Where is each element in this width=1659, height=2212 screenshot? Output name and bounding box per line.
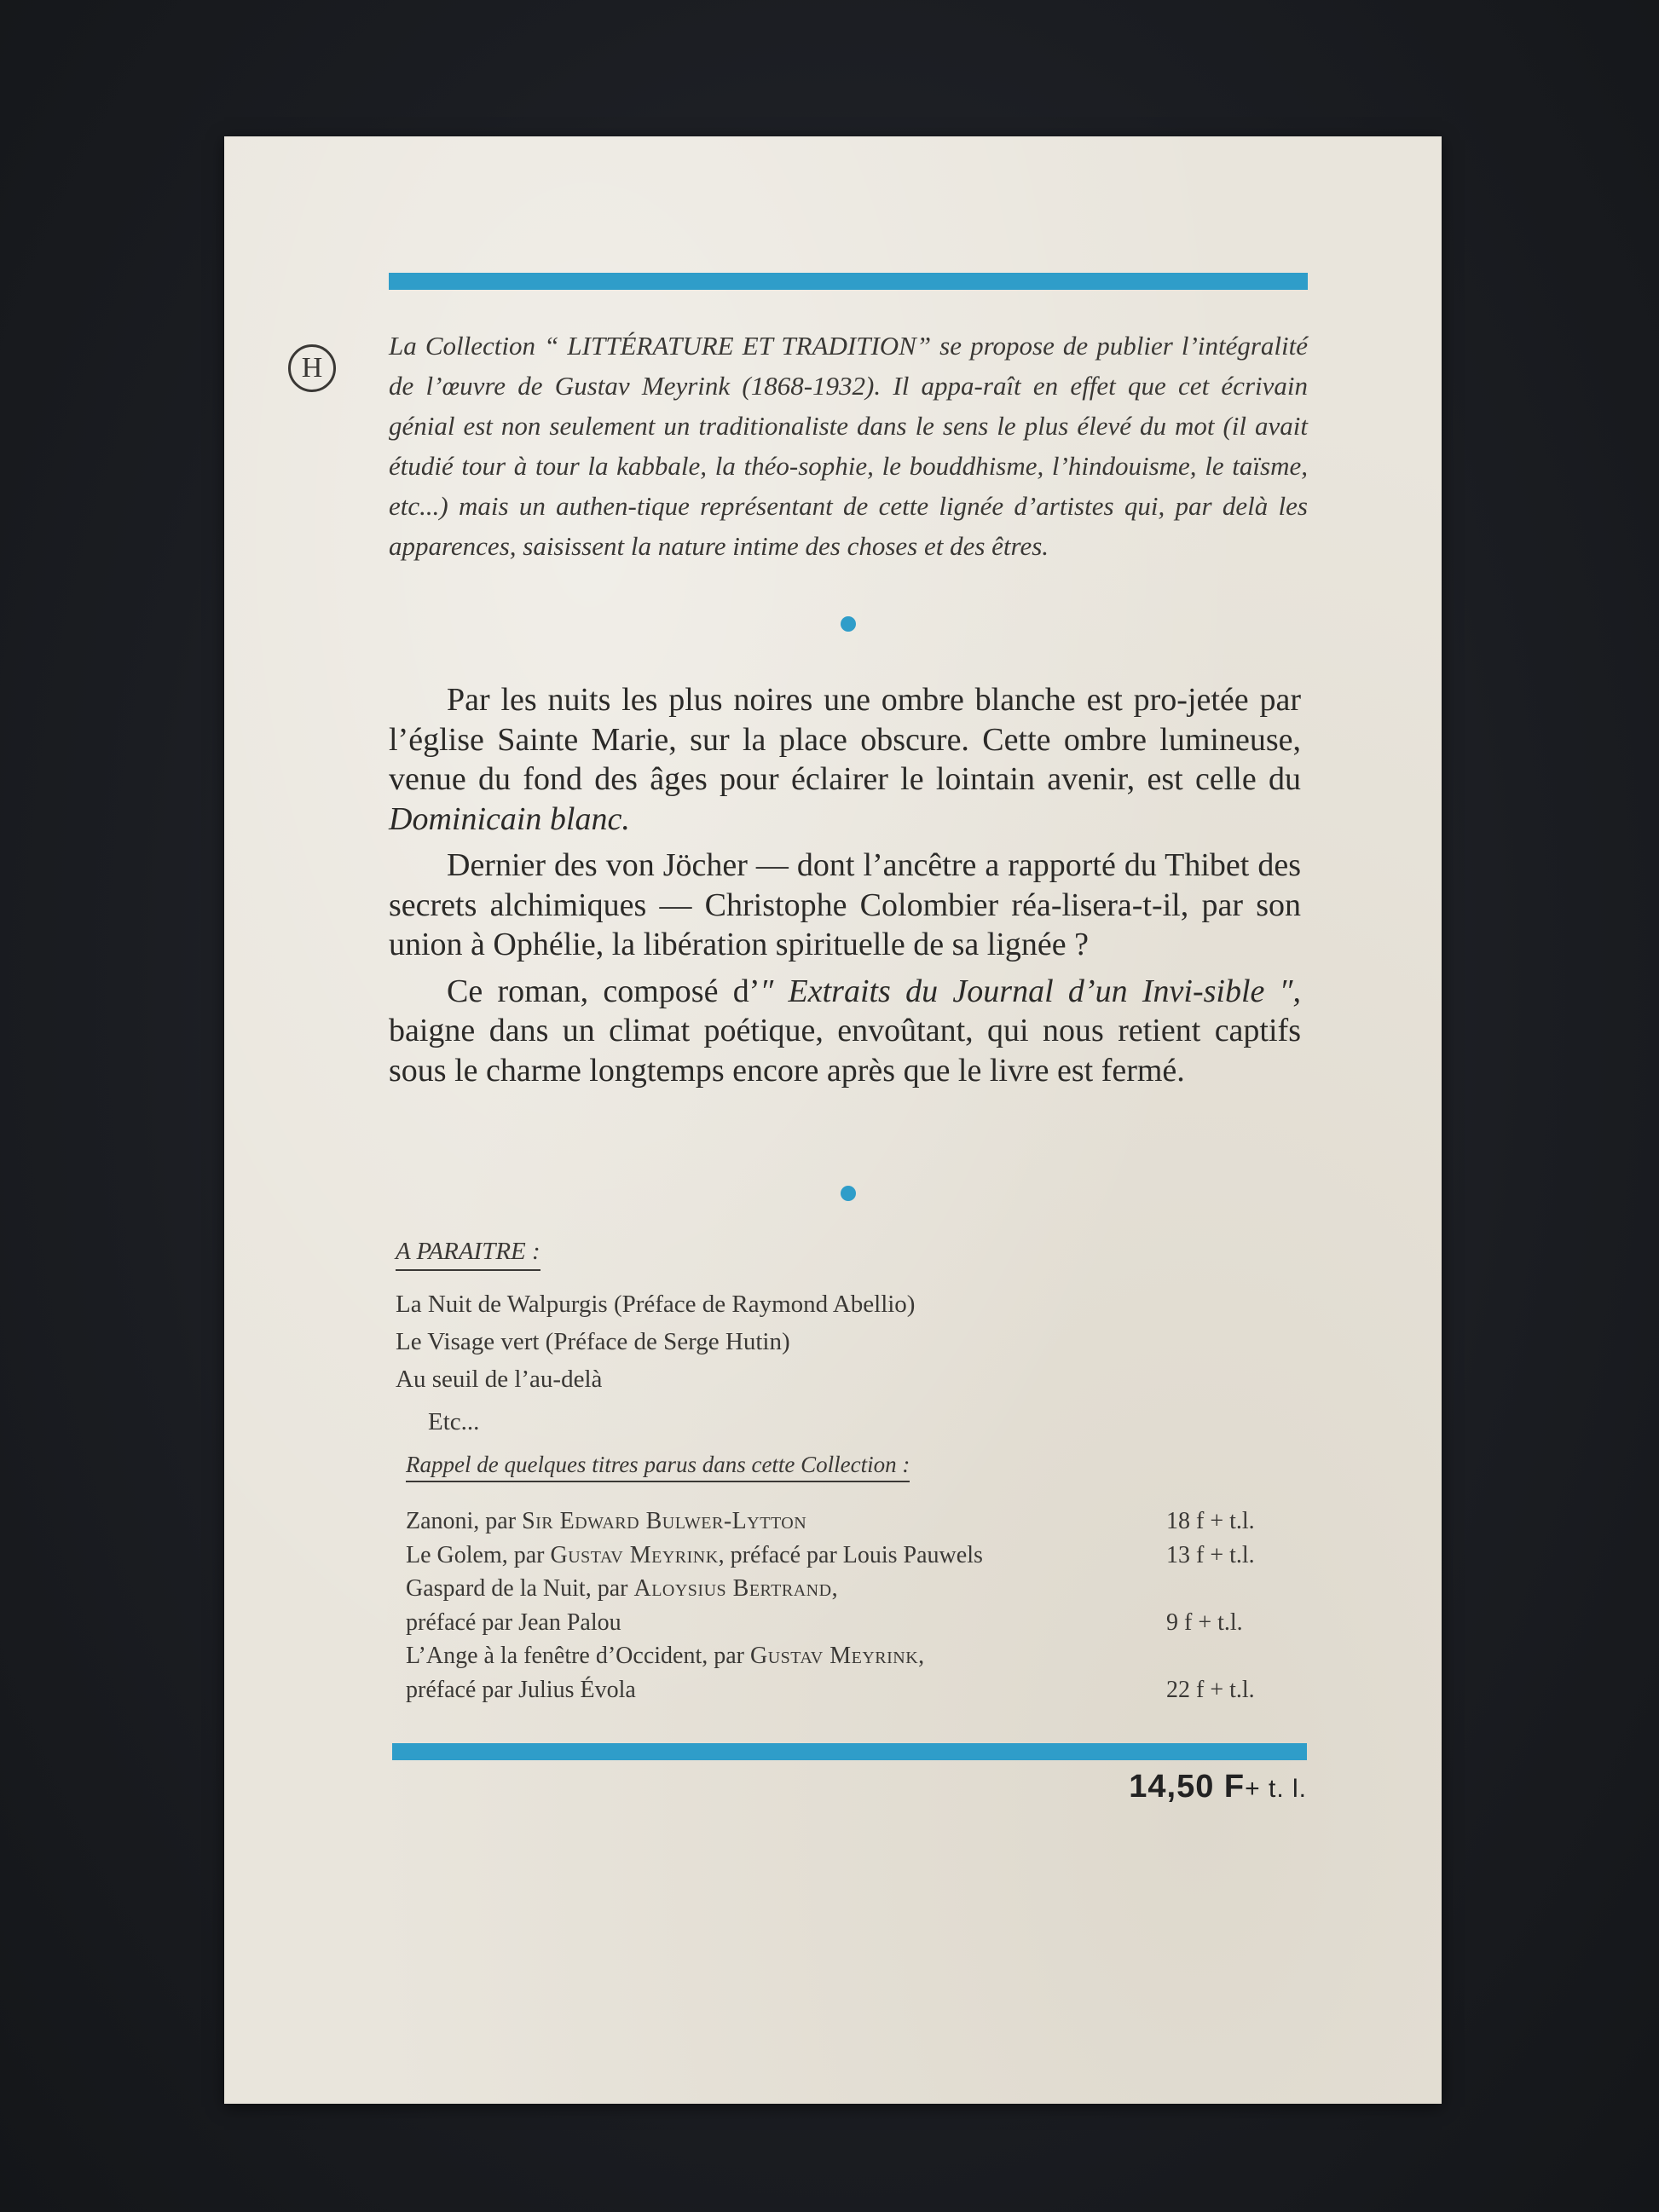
upcoming-heading: A PARAITRE : <box>396 1238 540 1271</box>
published-entry-preface: préfacé par Julius Évola <box>406 1676 636 1703</box>
published-entry <box>406 1505 1311 1539</box>
top-blue-rule <box>389 273 1308 290</box>
published-entry <box>406 1572 1311 1606</box>
upcoming-item: La Nuit de Walpurgis (Préface de Raymond Abellio) <box>396 1291 916 1318</box>
published-entry <box>406 1539 1311 1573</box>
blurb-paragraph-3-start: Ce roman, composé d’ <box>447 973 760 1009</box>
blurb-paragraph-3 <box>389 972 1301 1091</box>
blurb <box>389 680 1301 1097</box>
upcoming-item: Le Visage vert (Préface de Serge Hutin) <box>396 1328 790 1355</box>
published-entry-continued <box>406 1673 1311 1707</box>
bottom-blue-rule <box>392 1743 1307 1760</box>
published-entry-price: 18 f + t.l. <box>1166 1508 1255 1534</box>
collection-intro <box>389 326 1308 566</box>
cover-price-amount: 14,50 F <box>1129 1769 1246 1805</box>
cover-price <box>1051 1769 1307 1805</box>
published-entry-text: Gaspard de la Nuit, par Aloysius Bertrand, <box>406 1575 838 1602</box>
published-list <box>406 1505 1311 1707</box>
published-heading: Rappel de quelques titres parus dans cette Collection : <box>406 1452 910 1482</box>
published-entry-text: L’Ange à la fenêtre d’Occident, par Gustav Meyrink, <box>406 1643 925 1669</box>
published-entry-preface: préfacé par Jean Palou <box>406 1608 621 1636</box>
blurb-paragraph-2: Dernier des von Jöcher — dont l’ancêtre a rapporté du Thibet des secrets alchimiques — Christophe Colombier réa-lisera-t-il, par son union à Ophélie, la libération spirituelle de sa lignée ? <box>389 847 1301 962</box>
blurb-paragraph-1 <box>389 680 1301 839</box>
published-entry-continued <box>406 1606 1311 1640</box>
published-entry <box>406 1639 1311 1673</box>
upcoming-item: Au seuil de l’au-delà <box>396 1366 603 1393</box>
cover-price-suffix: + t. l. <box>1245 1775 1307 1803</box>
upcoming-list <box>396 1285 1163 1441</box>
book-back-cover <box>224 136 1442 2104</box>
book-title-mention: Dominicain blanc. <box>389 800 630 837</box>
blue-dot-divider <box>841 1186 856 1201</box>
upcoming-etc: Etc... <box>428 1408 480 1435</box>
blurb-paragraph-3-end: baigne dans un climat poétique, envoûtant, qui nous retient captifs sous le charme longtemps encore après que le livre est fermé. <box>389 1013 1301 1089</box>
blurb-paragraph-1-text: Par les nuits les plus noires une ombre blanche est pro-jetée par l’église Sainte Marie, sur la place obscure. Cette ombre lumineuse, venue du fond des âges pour éclairer le lointain avenir, est celle du <box>389 682 1301 797</box>
published-entry-text: Le Golem, par Gustav Meyrink, préfacé par Louis Pauwels <box>406 1541 983 1568</box>
published-entry-price: 22 f + t.l. <box>1166 1676 1255 1703</box>
collection-intro-text: La Collection “ LITTÉRATURE ET TRADITION” se propose de publier l’intégralité de l’œuvre de Gustav Meyrink (1868-1932). Il appa-raît en effet que cet écrivain génial est non seulement un traditionaliste dans le sens le plus élevé du mot (il avait étudié tour à tour la kabbale, la théo-sophie, le bouddhisme, l’hindouisme, le taïsme, etc...) mais un authen-tique représentant de cette lignée d’artistes qui, par delà les apparences, saisissent la nature intime des choses et des êtres. <box>389 331 1308 561</box>
subtitle-mention: ″ Extraits du Journal d’un Invi-sible ″, <box>760 973 1301 1009</box>
published-entry-price: 13 f + t.l. <box>1166 1541 1255 1568</box>
blue-dot-divider <box>841 616 856 632</box>
published-entry-text: Zanoni, par Sir Edward Bulwer-Lytton <box>406 1508 807 1534</box>
published-entry-price: 9 f + t.l. <box>1166 1608 1243 1636</box>
publisher-logo-icon: H <box>288 344 336 392</box>
